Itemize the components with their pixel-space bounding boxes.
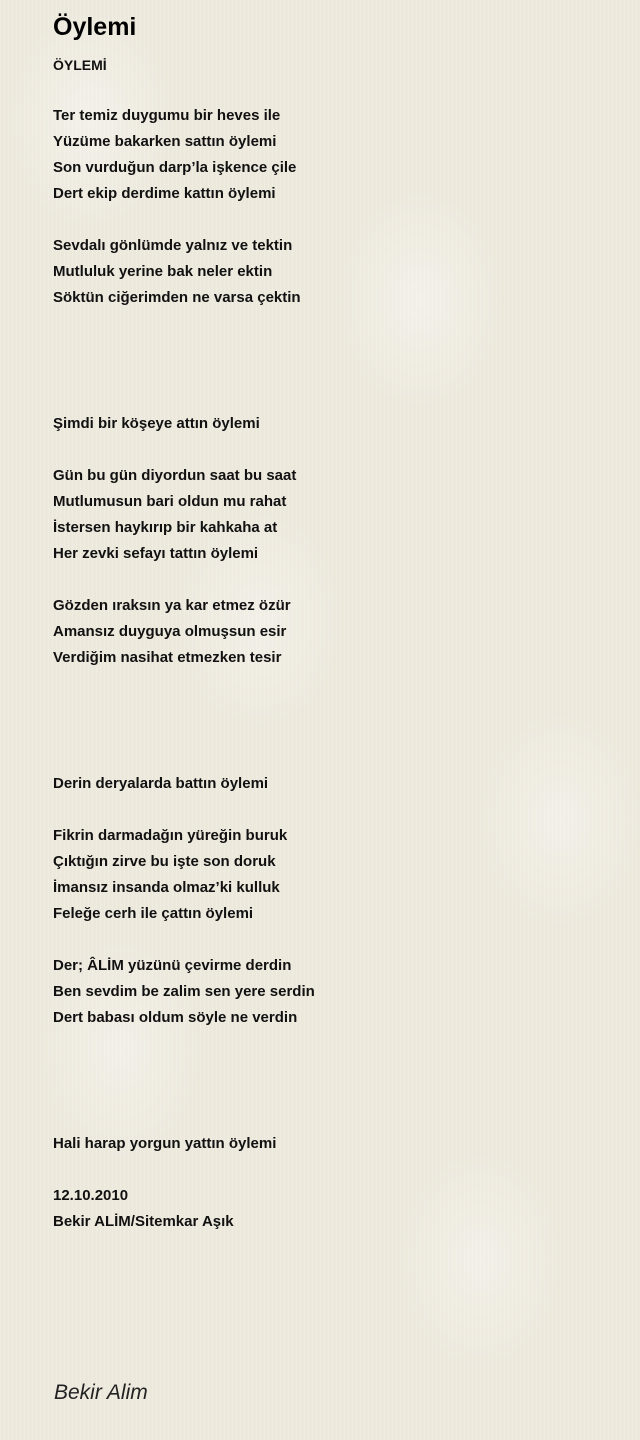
poem-line: Dert babası oldum söyle ne verdin: [53, 1009, 298, 1026]
stanza-gap: [53, 1035, 613, 1135]
poem-line: Sevdalı gönlümde yalnız ve tektin: [53, 237, 293, 254]
stanza-gap: [53, 441, 613, 467]
poem-line: Her zevki sefayı tattın öylemi: [53, 545, 259, 562]
poem-line: Der; ÂLİM yüzünü çevirme derdin: [53, 957, 292, 974]
poem-line: Son vurduğun darp’la işkence çile: [53, 159, 297, 176]
poem-line: Gözden ıraksın ya kar etmez özür: [53, 597, 291, 614]
poem-line: Ter temiz duygumu bir heves ile: [53, 107, 281, 124]
stanza-gap: [53, 1161, 613, 1187]
poem-line: Dert ekip derdime kattın öylemi: [53, 185, 276, 202]
stanza-gap: [53, 571, 613, 597]
stanza-gap: [53, 315, 613, 415]
poem-line: İmansız insanda olmaz’ki kulluk: [53, 879, 280, 896]
stanza-gap: [53, 801, 613, 827]
poem-line: Çıktığın zirve bu işte son doruk: [53, 853, 276, 870]
poem-line: Derin deryalarda battın öylemi: [53, 775, 269, 792]
poem-line: İstersen haykırıp bir kahkaha at: [53, 519, 278, 536]
poem-line: Yüzüme bakarken sattın öylemi: [53, 133, 277, 150]
poem-line: Verdiğim nasihat etmezken tesir: [53, 649, 282, 666]
poem-line: Şimdi bir köşeye attın öylemi: [53, 415, 260, 432]
poem-line: Hali harap yorgun yattın öylemi: [53, 1135, 277, 1152]
poem-line: Mutlumusun bari oldun mu rahat: [53, 493, 287, 510]
poem-line: Mutluluk yerine bak neler ektin: [53, 263, 273, 280]
poem-date: 12.10.2010: [53, 1187, 129, 1204]
author-name: Bekir Alim: [54, 1381, 148, 1404]
poem-line: Ben sevdim be zalim sen yere serdin: [53, 983, 315, 1000]
poem-line: Feleğe cerh ile çattın öylemi: [53, 905, 254, 922]
stanza-gap: [53, 211, 613, 237]
page-title: Öylemi: [53, 13, 137, 41]
poem-body: [53, 107, 613, 1239]
poem-line: Gün bu gün diyordun saat bu saat: [53, 467, 297, 484]
poem-line: Söktün ciğerimden ne varsa çektin: [53, 289, 301, 306]
stanza-gap: [53, 931, 613, 957]
poem-signature: Bekir ALİM/Sitemkar Aşık: [53, 1213, 234, 1230]
poem-line: Amansız duyguya olmuşsun esir: [53, 623, 287, 640]
stanza-gap: [53, 675, 613, 775]
poem-line: Fikrin darmadağın yüreğin buruk: [53, 827, 288, 844]
poem-subtitle: ÖYLEMİ: [53, 57, 107, 73]
